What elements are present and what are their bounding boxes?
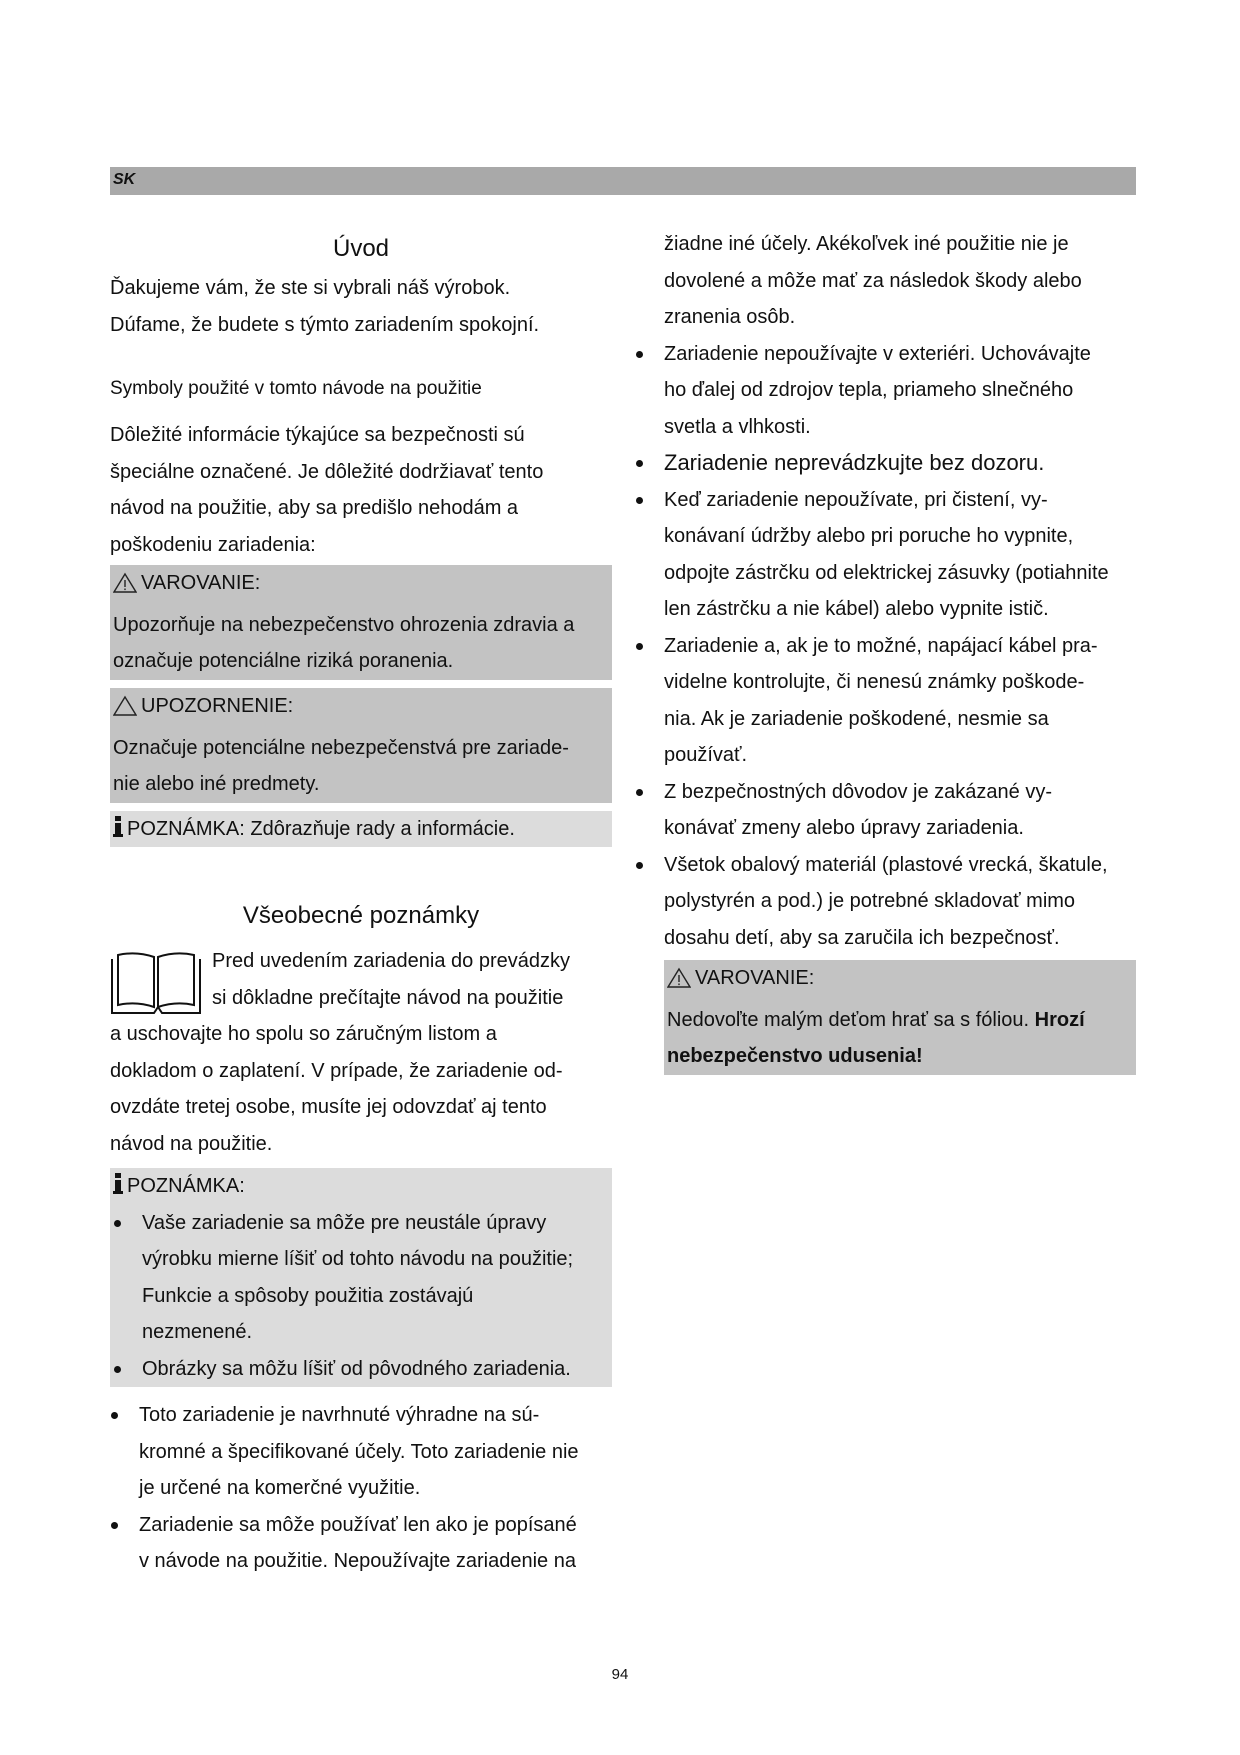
caution-box: [110, 688, 612, 803]
language-label: SK: [113, 171, 136, 188]
page-number: 94: [611, 1666, 629, 1683]
note2-item-line: Funkcie a spôsoby použitia zostávajú: [142, 1284, 474, 1307]
bullet-line: ho ďalej od zdrojov tepla, priameho slnečného: [664, 379, 1074, 401]
bullet-line: konávať zmeny alebo úpravy zariadenia.: [664, 817, 1024, 839]
symbols-text-line: špeciálne označené. Je dôležité dodržiavať tento: [110, 460, 544, 483]
general-intro: [110, 943, 612, 1016]
book-icon: [110, 951, 202, 1015]
caution-triangle-icon: [113, 695, 137, 717]
note2-item-line: Vaše zariadenie sa môže pre neustále úpravy: [142, 1211, 547, 1234]
note2-box: [110, 1168, 612, 1387]
info-icon: [113, 1173, 123, 1195]
header-bar: [110, 167, 1136, 195]
bullet-line: nia. Ak je zariadenie poškodené, nesmie sa: [664, 707, 1049, 730]
general-side-line: si dôkladne prečítajte návod na použitie: [212, 986, 564, 1009]
note2-title: POZNÁMKA:: [127, 1175, 245, 1197]
general-line: dokladom o zaplatení. V prípade, že zariadenie od-: [110, 1059, 563, 1082]
bullet-item: [635, 445, 1136, 482]
warning-box: [110, 565, 612, 680]
bullet-line: dosahu detí, aby sa zaručila ich bezpečnosť.: [664, 926, 1060, 949]
caution-title: UPOZORNENIE:: [141, 694, 294, 717]
warning-right-bold-line: nebezpečenstvo udusenia!: [667, 1045, 923, 1068]
warning-right-bold: Hrozí: [1034, 1008, 1085, 1031]
bullet-line: Zariadenie neprevádzkujte bez dozoru.: [664, 450, 1045, 475]
bullet-item: [635, 482, 1136, 628]
intro-title: Úvod: [332, 235, 390, 262]
bullet-line: Zariadenie a, ak je to možné, napájací kábel pra-: [664, 634, 1098, 657]
bullet-line: len zástrčku a nie kábel) alebo vypnite istič.: [664, 598, 1049, 620]
bullet-item: [635, 847, 1136, 957]
general-title: Všeobecné poznámky: [242, 902, 480, 929]
warning-triangle-icon: [667, 967, 691, 989]
warning-triangle-icon: [113, 572, 137, 594]
bullet-line: kromné a špecifikované účely. Toto zariadenie nie: [139, 1440, 579, 1463]
warning-line: označuje potenciálne riziká poranenia.: [113, 650, 454, 673]
left-bullet-list: [110, 1397, 612, 1580]
general-line: návod na použitie.: [110, 1132, 273, 1155]
left-column: [110, 226, 612, 1580]
cont-line: zranenia osôb.: [664, 306, 796, 328]
bullet-line: v návode na použitie. Nepoužívajte zariadenie na: [139, 1550, 576, 1572]
note-text: Zdôrazňuje rady a informácie.: [250, 817, 515, 840]
bullet-line: Keď zariadenie nepoužívate, pri čistení, vy-: [664, 488, 1048, 511]
symbols-title: Symboly použité v tomto návode na použitie: [110, 378, 482, 399]
bullet-line: odpojte zástrčku od elektrickej zásuvky (potiahnite: [664, 561, 1109, 584]
bullet-line: Zariadenie sa môže používať len ako je popísané: [139, 1513, 577, 1536]
note2-item: [113, 1205, 609, 1351]
symbols-text-line: Dôležité informácie týkajúce sa bezpečnosti sú: [110, 424, 525, 446]
bullet-item: [635, 628, 1136, 774]
bullet-line: svetla a vlhkosti.: [664, 415, 811, 438]
caution-line: Označuje potenciálne nebezpečenstvá pre zariade-: [113, 736, 569, 759]
bullet-line: Zariadenie nepoužívajte v exteriéri. Uchovávajte: [664, 342, 1091, 365]
warning-right-text: Nedovoľte malým deťom hrať sa s fóliou.: [667, 1008, 1035, 1031]
caution-line: nie alebo iné predmety.: [113, 773, 320, 795]
warning-box-right: [664, 960, 1136, 1075]
general-side-line: Pred uvedením zariadenia do prevádzky: [212, 950, 570, 972]
bullet-line: je určené na komerčné využitie.: [139, 1477, 421, 1499]
info-icon: [113, 816, 123, 838]
note-title: POZNÁMKA:: [127, 817, 245, 840]
intro-line: Dúfame, že budete s týmto zariadením spokojní.: [110, 313, 540, 336]
note2-item-line: nezmenené.: [142, 1321, 253, 1343]
note2-item: [113, 1351, 609, 1388]
right-bullet-list: [635, 336, 1136, 957]
bullet-line: Všetok obalový materiál (plastové vrecká, škatule,: [664, 853, 1108, 876]
bullet-line: videlne kontrolujte, či nenesú známky poškode-: [664, 671, 1085, 693]
intro-line: Ďakujeme vám, že ste si vybrali náš výrobok.: [110, 277, 511, 299]
note-box: [110, 811, 612, 848]
symbols-text-line: poškodeniu zariadenia:: [110, 533, 316, 556]
bullet-item: [110, 1507, 612, 1580]
symbols-text-line: návod na použitie, aby sa predišlo nehodám a: [110, 497, 519, 519]
note2-item-line: Obrázky sa môžu líšiť od pôvodného zariadenia.: [142, 1357, 571, 1380]
general-line: ovzdáte tretej osobe, musíte jej odovzdať aj tento: [110, 1096, 547, 1118]
bullet-line: používať.: [664, 744, 748, 766]
bullet-item: [635, 774, 1136, 847]
cont-line: žiadne iné účely. Akékoľvek iné použitie nie je: [664, 233, 1069, 255]
bullet-item: [110, 1397, 612, 1507]
warning-line: Upozorňuje na nebezpečenstvo ohrozenia zdravia a: [113, 613, 575, 636]
bullet-line: konávaní údržby alebo pri poruche ho vypnite,: [664, 525, 1074, 547]
warning-right-title: VAROVANIE:: [695, 967, 815, 989]
bullet-line: Toto zariadenie je navrhnuté výhradne na sú-: [139, 1404, 540, 1426]
warning-title: VAROVANIE:: [141, 572, 261, 594]
bullet-line: polystyrén a pod.) je potrebné skladovať mimo: [664, 890, 1076, 912]
bullet-item: [635, 336, 1136, 446]
note2-item-line: výrobku mierne líšiť od tohto návodu na použitie;: [142, 1248, 574, 1270]
general-line: a uschovajte ho spolu so záručným listom a: [110, 1023, 497, 1045]
cont-line: dovolené a môže mať za následok škody alebo: [664, 269, 1082, 292]
right-column: [664, 226, 1136, 1075]
bullet-line: Z bezpečnostných dôvodov je zakázané vy-: [664, 780, 1052, 803]
